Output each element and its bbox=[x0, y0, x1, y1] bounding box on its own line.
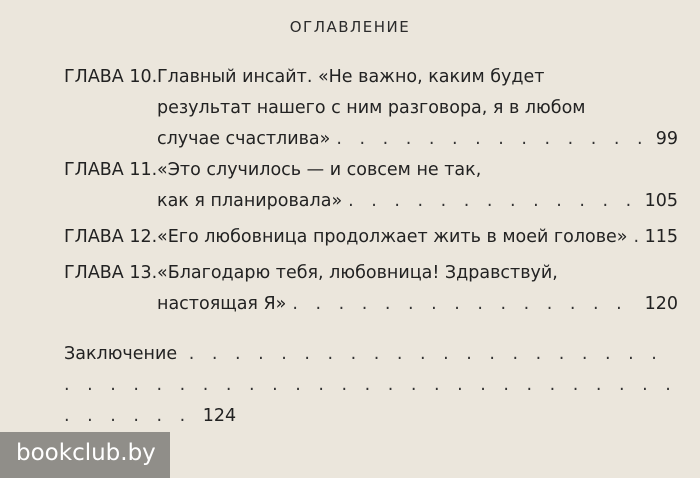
chapter-number: ГЛАВА 11. bbox=[64, 160, 158, 180]
toc-entry-chapter-11 bbox=[64, 155, 678, 217]
page-number: 120 bbox=[644, 294, 678, 314]
dot-leader bbox=[336, 124, 649, 155]
page-number: 105 bbox=[644, 191, 678, 211]
chapter-title-line: «Благодарю тебя, любовница! Здравствуй, bbox=[157, 263, 558, 283]
chapter-number: ГЛАВА 13. bbox=[64, 263, 158, 283]
chapter-title-line: настоящая Я» bbox=[157, 294, 287, 314]
dot-leader bbox=[348, 186, 638, 217]
toc-entry-chapter-12 bbox=[64, 222, 678, 253]
conclusion-title: Заключение bbox=[64, 344, 178, 364]
dot-leader bbox=[292, 289, 638, 320]
toc-heading: ОГЛАВЛЕНИЕ bbox=[289, 18, 411, 36]
toc-entry-chapter-13 bbox=[64, 258, 678, 320]
page-number: 124 bbox=[202, 406, 237, 426]
chapter-title-line: как я планировала» bbox=[157, 191, 343, 211]
chapter-title-line: Главный инсайт. «Не важно, каким будет bbox=[157, 67, 545, 87]
dot-leader bbox=[634, 222, 639, 253]
watermark-logo: bookclub.by bbox=[0, 432, 170, 478]
page-number: 115 bbox=[644, 227, 678, 247]
page-number: 99 bbox=[655, 129, 678, 149]
chapter-title-line: «Это случилось — и совсем не так, bbox=[157, 160, 482, 180]
chapter-title-line: «Его любовница продолжает жить в моей голове» bbox=[157, 227, 628, 247]
chapter-number: ГЛАВА 10. bbox=[64, 67, 158, 87]
chapter-title-line: результат нашего с ним разговора, я в любом bbox=[157, 98, 586, 118]
chapter-number: ГЛАВА 12. bbox=[64, 227, 158, 247]
toc-entry-chapter-10 bbox=[64, 62, 678, 155]
chapter-title-line: случае счастлива» bbox=[157, 129, 331, 149]
